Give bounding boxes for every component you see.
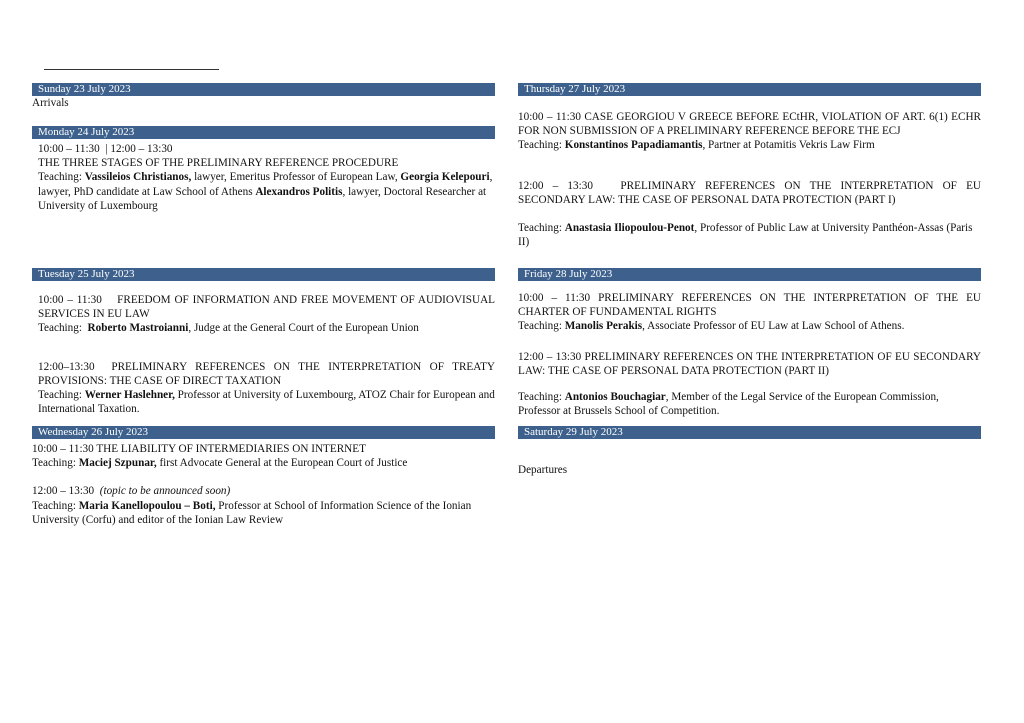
- teaching-info: Teaching: Roberto Mastroianni, Judge at the General Court of the European Union: [38, 322, 419, 335]
- day-header-monday: Monday 24 July 2023: [32, 126, 495, 139]
- session-title: THE THREE STAGES OF THE PRELIMINARY REFERENCE PROCEDURE: [38, 157, 399, 170]
- day-tuesday: [32, 268, 498, 416]
- session-title: 12:00–13:30 PRELIMINARY REFERENCES ON THE INTERPRETATION OF TREATY PROVISIONS: THE CASE OF DIRECT TAXATION: [38, 360, 498, 387]
- day-friday: [518, 268, 981, 418]
- topic-note: (topic to be announced soon): [99, 485, 231, 498]
- top-divider-line: [44, 69, 219, 70]
- session-title: 10:00 – 11:30 FREEDOM OF INFORMATION AND FREE MOVEMENT OF AUDIOVISUAL SERVICES IN EU LAW: [38, 294, 498, 321]
- teaching-info: Teaching: Antonios Bouchagiar, Member of the Legal Service of the European Commission, Professor at Brussels School of Competition.: [518, 391, 939, 418]
- session-title: 12:00 – 13:30 PRELIMINARY REFERENCES ON THE INTERPRETATION OF EU SECONDARY LAW: THE CASE OF PERSONAL DATA PROTECTION (PART I): [518, 179, 984, 206]
- session-time: 10:00 – 11:30 | 12:00 – 13:30: [38, 143, 173, 155]
- teaching-info: Teaching: Werner Haslehner, Professor at University of Luxembourg, ATOZ Chair for European and International Taxation.: [38, 389, 495, 416]
- teacher-name: Konstantinos Papadiamantis: [564, 139, 703, 152]
- session-title: 10:00 – 11:30 THE LIABILITY OF INTERMEDIARIES ON INTERNET: [32, 443, 366, 455]
- teaching-info: Teaching: Anastasia Iliopoulou-Penot, Professor of Public Law at University Panthéon-Assas (Paris II): [518, 222, 973, 249]
- teaching-info: Teaching: Maria Kanellopoulou – Boti, Professor at School of Information Science of the Ionian University (Corfu) and editor of the Ionian Law Review: [32, 499, 472, 526]
- teacher-name: Antonios Bouchagiar: [564, 391, 666, 404]
- teaching-info: Teaching: Vassileios Christianos, lawyer, Emeritus Professor of European Law, Georgia Kelepouri, lawyer, PhD candidate at Law School of Athens Alexandros Politis, lawyer, Doctoral Researcher at University of Luxembourg: [38, 171, 493, 212]
- day-sunday: [32, 83, 495, 110]
- teacher-name: Manolis Perakis: [564, 320, 643, 333]
- day-header-sunday: Sunday 23 July 2023: [32, 83, 495, 96]
- teacher-name: Vassileios Christianos,: [84, 171, 192, 184]
- teacher-name: Alexandros Politis: [255, 185, 343, 198]
- teaching-info: Teaching: Maciej Szpunar, first Advocate General at the European Court of Justice: [32, 457, 408, 470]
- session-title: 12:00 – 13:30 PRELIMINARY REFERENCES ON THE INTERPRETATION OF EU SECONDARY LAW: THE CASE OF PERSONAL DATA PROTECTION (PART II): [518, 350, 981, 377]
- teacher-name: Anastasia Iliopoulou-Penot: [564, 222, 695, 235]
- teaching-info: Teaching: Konstantinos Papadiamantis, Partner at Potamitis Vekris Law Firm: [518, 139, 875, 152]
- day-header-saturday: Saturday 29 July 2023: [518, 426, 981, 439]
- session-time: 12:00 – 13:30 (topic to be announced soon): [32, 485, 231, 498]
- teacher-name: Maciej Szpunar,: [78, 457, 157, 470]
- day-wednesday: [32, 426, 495, 527]
- arrivals-text: Arrivals: [32, 97, 69, 109]
- teacher-name: Werner Haslehner,: [84, 389, 175, 402]
- session-title: 10:00 – 11:30 CASE GEORGIOU V GREECE BEFORE ECtHR, VIOLATION OF ART. 6(1) ECHR FOR NON SUBMISSION OF A PRELIMINARY REFERENCE BEFORE THE ECJ: [518, 111, 981, 138]
- departures-text: Departures: [518, 464, 568, 476]
- day-monday: [32, 126, 495, 213]
- day-header-wednesday: Wednesday 26 July 2023: [32, 426, 495, 439]
- day-thursday: [518, 83, 984, 249]
- day-header-thursday: Thursday 27 July 2023: [518, 83, 981, 96]
- day-header-friday: Friday 28 July 2023: [518, 268, 981, 281]
- teaching-info: Teaching: Manolis Perakis, Associate Professor of EU Law at Law School of Athens.: [518, 320, 905, 333]
- day-saturday: [518, 426, 981, 477]
- session-title: 10:00 – 11:30 PRELIMINARY REFERENCES ON THE INTERPRETATION OF THE EU CHARTER OF FUNDAMENTAL RIGHTS: [518, 292, 981, 319]
- day-header-tuesday: Tuesday 25 July 2023: [32, 268, 495, 281]
- teacher-name: Roberto Mastroianni: [87, 322, 189, 335]
- teacher-name: Georgia Kelepouri: [400, 171, 490, 184]
- teacher-name: Maria Kanellopoulou – Boti,: [78, 499, 216, 512]
